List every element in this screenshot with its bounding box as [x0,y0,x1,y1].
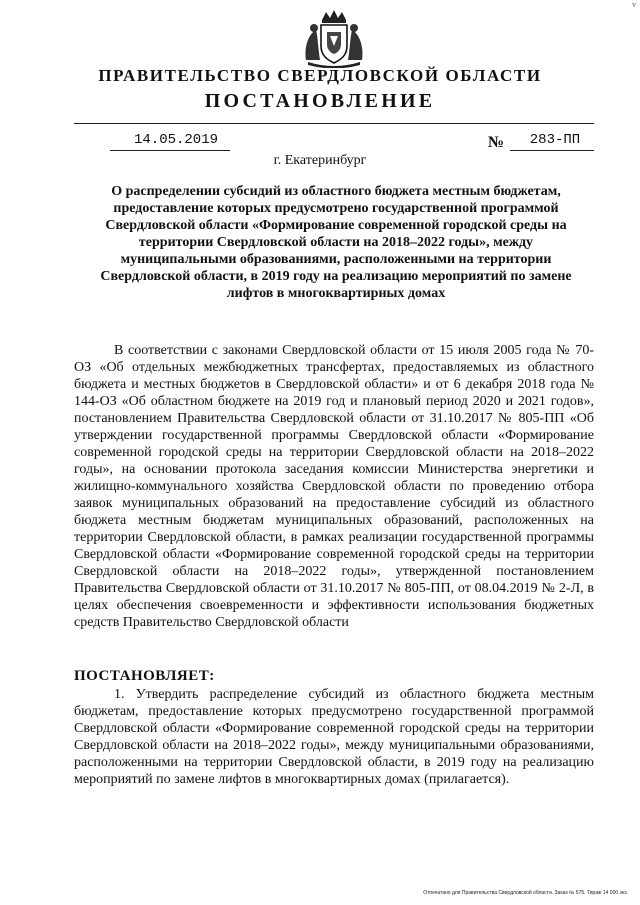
government-title: ПРАВИТЕЛЬСТВО СВЕРДЛОВСКОЙ ОБЛАСТИ [98,66,542,85]
date-underline [110,150,230,151]
header-divider [74,123,594,124]
city: г. Екатеринбург [273,153,367,168]
number-underline [510,150,594,151]
number-sign: № [488,134,505,151]
print-footer-note: Отпечатано для Правительства Свердловской области. Заказ № 575. Тираж 14 000 экз. [423,890,628,896]
document-date: 14.05.2019 [133,132,218,148]
body-paragraph-2: 1. Утвердить распределение субсидий из областного бюджета местным бюджетам, предоставление которых предусмотрено государственной программой Свердловской области «Формирование современной городской среды на территории Свердловской области на 2018–2022 годы», между муниципальными образованиями, расположенными на территории Свердловской области, в 2019 году на реализацию мероприятий по замене лифтов в многоквартирных домах (прилагается). [74,687,594,787]
body-paragraph-1: В соответствии с законами Свердловской области от 15 июля 2005 года № 70-ОЗ «Об отдельных межбюджетных трансфертах, предоставляемых из областного бюджета и местных бюджетов в Свердловской области» и от 6 декабря 2018 года № 144-ОЗ «Об областном бюджете на 2019 год и плановый период 2020 и 2021 годов», постановлением Правительства Свердловской области от 31.10.2017 № 805-ПП «Об утверждении государственной программы Свердловской области «Формирование современной городской среды на территории Свердловской области на 2018–2022 годы», на основании протокола заседания комиссии Министерства энергетики и жилищно-коммунального хозяйства Свердловской области по проведению отбора заявок муниципальных образований на предоставление субсидий из областного бюджета местным бюджетам муниципальных образований, расположенных на территории Свердловской области, в рамках реализации государственной программы Свердловской области «Формирование современной городской среды на территории Свердловской области на 2018–2022 годы», утвержденной постановлением Правительства Свердловской области от 31.10.2017 № 805-ПП, от 08.04.2019 № 2-Л, в целях обеспечения своевременности и эффективности использования бюджетных средств Правительство Свердловской области [74,343,594,630]
document-type: ПОСТАНОВЛЕНИЕ [204,90,436,112]
resolves-heading: ПОСТАНОВЛЯЕТ: [74,668,215,684]
document-subject: О распределении субсидий из областного бюджета местным бюджетам, предоставление которых предусмотрено государственной программой Свердловской области «Формирование современной городской среды на территории Свердловской области на 2018–2022 годы», между муниципальными образованиями, расположенными на территории Свердловской области, в 2019 году на реализацию мероприятий по замене лифтов в многоквартирных домах [100,184,572,301]
coat-of-arms-emblem [300,8,368,68]
document-number: 283-ПП [529,132,581,148]
corner-mark: v [632,0,636,9]
